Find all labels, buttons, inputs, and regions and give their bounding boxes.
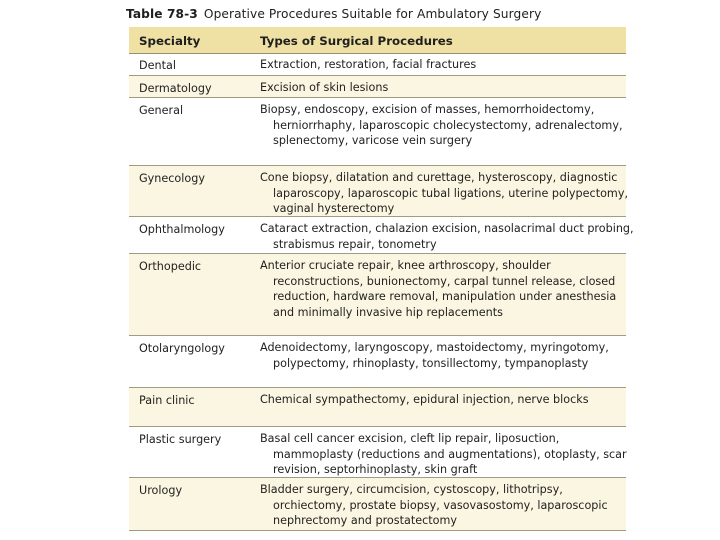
- table-row: [129, 53, 626, 76]
- table-row: [129, 254, 626, 336]
- row-specialty: Plastic surgery: [139, 433, 222, 446]
- row-procedures: Extraction, restoration, facial fractures: [260, 58, 477, 71]
- table-caption: [126, 7, 541, 21]
- document-page: [126, 0, 634, 540]
- row-procedures: Biopsy, endoscopy, excision of masses, hemorrhoidectomy, herniorrhaphy, laparoscopic cholecystectomy, adrenalectomy, splenectomy, varicose vein surgery: [260, 103, 623, 148]
- table-row: [129, 336, 626, 388]
- row-specialty: Orthopedic: [139, 260, 202, 273]
- row-procedures: Bladder surgery, circumcision, cystoscopy, lithotripsy, orchiectomy, prostate biopsy, vasovasostomy, laparoscopic nephrectomy and prostatectomy: [260, 483, 608, 528]
- table-number: Table 78-3: [126, 7, 198, 21]
- table-row: [129, 478, 626, 531]
- table-row: [129, 76, 626, 98]
- row-procedures: Cataract extraction, chalazion excision, nasolacrimal duct probing, strabismus repair, tonometry: [260, 222, 634, 251]
- row-specialty: Urology: [139, 484, 183, 497]
- row-specialty: Otolaryngology: [139, 342, 225, 355]
- row-procedures: Anterior cruciate repair, knee arthroscopy, shoulder reconstructions, bunionectomy, carpal tunnel release, closed reduction, hardware removal, manipulation under anesthesia and minimally invasive hip replacements: [260, 259, 617, 319]
- table-row: [129, 98, 626, 166]
- table-row: [129, 217, 634, 254]
- header-procedure-types: Types of Surgical Procedures: [260, 34, 453, 48]
- table-title: Operative Procedures Suitable for Ambulatory Surgery: [203, 7, 542, 21]
- table-row: [129, 427, 626, 478]
- row-procedures: Chemical sympathectomy, epidural injection, nerve blocks: [260, 393, 589, 406]
- table-row: [129, 166, 626, 217]
- header-specialty: Specialty: [139, 34, 201, 48]
- row-specialty: Pain clinic: [139, 394, 195, 407]
- row-procedures: Basal cell cancer excision, cleft lip repair, liposuction, mammoplasty (reductions and augmentations), otoplasty, scar revision, septorhinoplasty, skin graft: [260, 432, 627, 477]
- row-procedures: Adenoidectomy, laryngoscopy, mastoidectomy, myringotomy, polypectomy, rhinoplasty, tonsillectomy, tympanoplasty: [260, 341, 609, 370]
- row-specialty: Gynecology: [139, 172, 205, 185]
- table-header: [129, 27, 626, 54]
- table-row: [129, 388, 626, 427]
- row-procedures: Excision of skin lesions: [260, 81, 389, 94]
- row-specialty: Dermatology: [139, 82, 212, 95]
- row-procedures: Cone biopsy, dilatation and curettage, hysteroscopy, diagnostic laparoscopy, laparoscopic tubal ligations, uterine polypectomy, vaginal hysterectomy: [260, 171, 628, 216]
- row-specialty: Dental: [139, 59, 176, 72]
- row-specialty: Ophthalmology: [139, 223, 225, 236]
- row-specialty: General: [139, 104, 184, 117]
